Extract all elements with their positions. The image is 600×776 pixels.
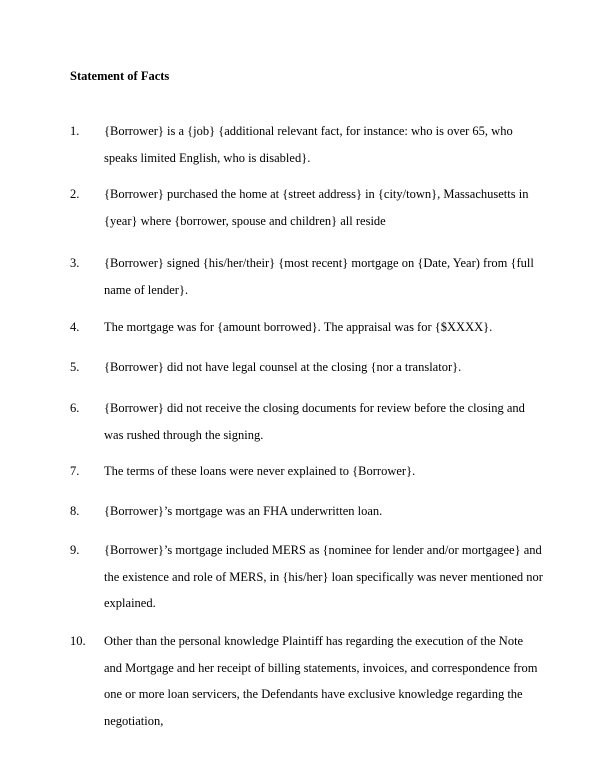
item-text: The terms of these loans were never explained to {Borrower}. — [104, 464, 416, 478]
item-number: 10. — [70, 634, 86, 648]
item-text: The mortgage was for {amount borrowed}. The appraisal was for {$XXXX}. — [104, 320, 493, 334]
item-text: {Borrower}’s mortgage included MERS as {nominee for lender and/or mortgagee} and the existence and role of MERS, in {his/her} loan specifically was never mentioned nor explained. — [104, 543, 543, 610]
item-number: 6. — [70, 401, 80, 415]
item-number: 3. — [70, 256, 80, 270]
item-text: {Borrower} purchased the home at {street address} in {city/town}, Massachusetts in {year} where {borrower, spouse and children} all reside — [104, 187, 529, 228]
section-heading: Statement of Facts — [70, 69, 170, 83]
item-text: {Borrower} did not receive the closing documents for review before the closing and was rushed through the signing. — [104, 401, 525, 442]
item-number: 8. — [70, 504, 80, 518]
item-number: 9. — [70, 543, 80, 557]
item-text: {Borrower}’s mortgage was an FHA underwritten loan. — [104, 504, 383, 518]
item-text: {Borrower} signed {his/her/their} {most recent} mortgage on {Date, Year) from {full name of lender}. — [104, 256, 534, 297]
item-text: {Borrower} did not have legal counsel at the closing {nor a translator}. — [104, 360, 462, 374]
item-number: 7. — [70, 464, 80, 478]
item-number: 2. — [70, 187, 80, 201]
item-number: 4. — [70, 320, 80, 334]
item-number: 1. — [70, 124, 80, 138]
item-number: 5. — [70, 360, 80, 374]
item-text: Other than the personal knowledge Plaintiff has regarding the execution of the Note and Mortgage and her receipt of billing statements, invoices, and correspondence from one or more loan servicers, the Defendants have exclusive knowledge regarding the negotiation, — [104, 634, 538, 728]
item-text: {Borrower} is a {job} {additional relevant fact, for instance: who is over 65, who speaks limited English, who is disabled}. — [104, 124, 513, 165]
